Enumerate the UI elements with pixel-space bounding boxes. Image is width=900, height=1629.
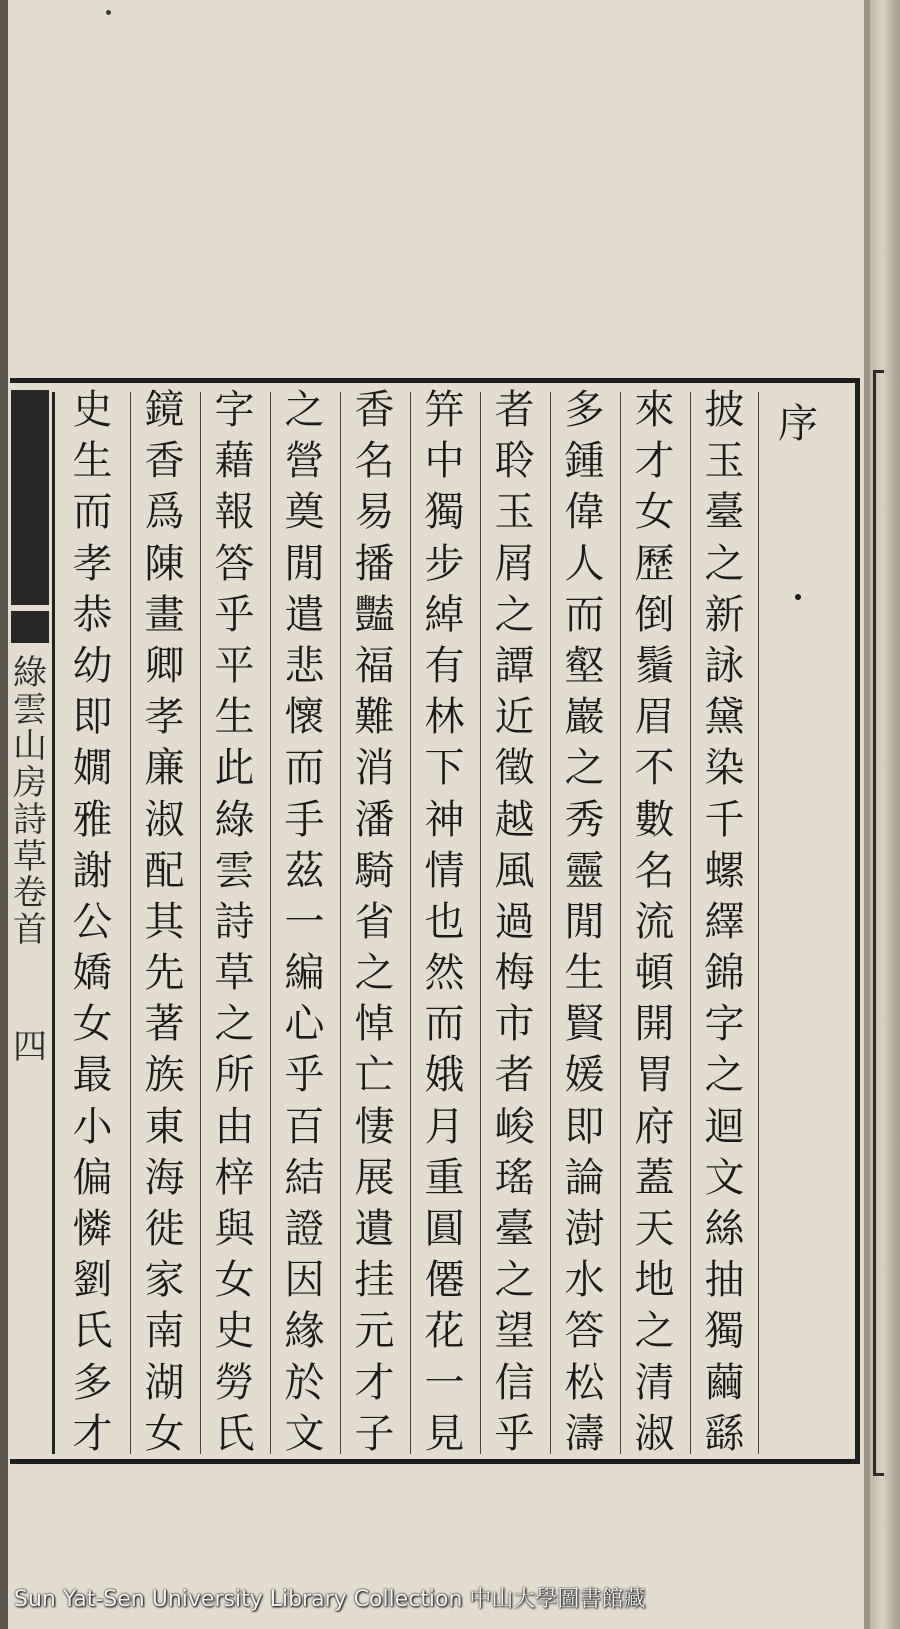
glyph: 之 xyxy=(214,1001,255,1048)
glyph: 孝 xyxy=(72,540,113,587)
glyph: 手 xyxy=(284,796,325,843)
glyph: 梅 xyxy=(494,950,535,997)
glyph: 生 xyxy=(564,950,605,997)
glyph: 信 xyxy=(494,1359,535,1406)
glyph: 與 xyxy=(214,1206,255,1252)
glyph: 多 xyxy=(564,387,605,433)
glyph: 黛 xyxy=(704,694,745,741)
text-column xyxy=(339,387,410,1457)
glyph: 因 xyxy=(284,1257,325,1304)
glyph: 詩 xyxy=(13,799,47,840)
glyph: 綽 xyxy=(424,591,465,638)
glyph: 卿 xyxy=(144,642,185,689)
glyph: 獨 xyxy=(704,1308,745,1355)
glyph: 報 xyxy=(214,489,255,536)
glyph: 生 xyxy=(72,438,113,485)
glyph: 之 xyxy=(704,1052,745,1099)
glyph: 賢 xyxy=(564,1001,605,1048)
glyph: 之 xyxy=(494,591,535,638)
glyph: 證 xyxy=(284,1206,325,1252)
punctuation-dot xyxy=(795,594,801,600)
glyph: 圓 xyxy=(424,1206,465,1252)
glyph: 秀 xyxy=(564,796,605,843)
glyph: 花 xyxy=(424,1308,465,1355)
glyph: 林 xyxy=(424,694,465,741)
glyph: 臺 xyxy=(704,489,745,536)
glyph: 詠 xyxy=(704,642,745,689)
glyph: 之 xyxy=(494,1257,535,1304)
glyph: 元 xyxy=(354,1308,395,1355)
glyph: 女 xyxy=(214,1257,255,1304)
glyph: 才 xyxy=(634,438,675,485)
glyph: 閒 xyxy=(564,898,605,945)
glyph: 卷 xyxy=(13,873,47,914)
glyph: 媛 xyxy=(564,1052,605,1099)
glyph: 答 xyxy=(214,540,255,587)
glyph: 玉 xyxy=(704,438,745,485)
glyph: 亡 xyxy=(354,1052,395,1099)
glyph: 染 xyxy=(704,745,745,792)
glyph: 遣 xyxy=(284,591,325,638)
glyph: 湖 xyxy=(144,1359,185,1406)
glyph: 謝 xyxy=(72,847,113,894)
glyph: 挂 xyxy=(354,1257,395,1304)
glyph: 東 xyxy=(144,1103,185,1150)
glyph: 繭 xyxy=(704,1359,745,1406)
glyph: 家 xyxy=(144,1257,185,1304)
glyph: 女 xyxy=(144,1410,185,1457)
fishtail-black-block xyxy=(11,611,49,643)
glyph: 澍 xyxy=(564,1206,605,1252)
glyph: 營 xyxy=(284,438,325,485)
glyph: 瑤 xyxy=(494,1154,535,1201)
next-page-frame-edge xyxy=(873,370,884,1476)
glyph: 藉 xyxy=(214,438,255,485)
glyph: 抽 xyxy=(704,1257,745,1304)
glyph: 之 xyxy=(704,540,745,587)
glyph: 香 xyxy=(354,387,395,433)
glyph: 恭 xyxy=(72,591,113,638)
glyph: 緣 xyxy=(284,1308,325,1355)
glyph: 蓋 xyxy=(634,1154,675,1201)
glyph: 頓 xyxy=(634,950,675,997)
glyph: 偏 xyxy=(72,1154,113,1201)
glyph: 所 xyxy=(214,1052,255,1099)
glyph: 由 xyxy=(214,1103,255,1150)
glyph: 此 xyxy=(214,745,255,792)
glyph: 著 xyxy=(144,1001,185,1048)
glyph: 之 xyxy=(634,1308,675,1355)
glyph: 畫 xyxy=(144,591,185,638)
glyph: 爲 xyxy=(144,489,185,536)
glyph: 梓 xyxy=(214,1154,255,1201)
collection-caption: Sun Yat-Sen University Library Collection 中山大學圖書館藏 xyxy=(14,1587,646,1612)
preface-title: 序 xyxy=(778,401,818,447)
glyph: 易 xyxy=(354,489,395,536)
glyph: 綠 xyxy=(13,653,47,693)
glyph: 之 xyxy=(564,745,605,792)
glyph: 悼 xyxy=(354,1001,395,1048)
glyph: 子 xyxy=(354,1410,395,1457)
glyph: 文 xyxy=(284,1410,325,1457)
glyph: 結 xyxy=(284,1154,325,1201)
glyph: 遺 xyxy=(354,1206,395,1252)
glyph: 生 xyxy=(214,694,255,741)
glyph: 勞 xyxy=(214,1359,255,1406)
glyph: 山 xyxy=(13,726,47,767)
glyph: 字 xyxy=(704,1001,745,1048)
glyph: 平 xyxy=(214,642,255,689)
text-column xyxy=(689,387,760,1457)
glyph: 披 xyxy=(704,387,745,433)
glyph: 徵 xyxy=(494,745,535,792)
glyph: 重 xyxy=(424,1154,465,1201)
glyph: 悽 xyxy=(354,1103,395,1150)
glyph: 廉 xyxy=(144,745,185,792)
glyph: 氏 xyxy=(72,1308,113,1355)
glyph: 之 xyxy=(354,950,395,997)
glyph: 編 xyxy=(284,950,325,997)
glyph: 者 xyxy=(494,1052,535,1099)
glyph: 水 xyxy=(564,1257,605,1304)
glyph: 臺 xyxy=(494,1206,535,1252)
glyph: 百 xyxy=(284,1103,325,1150)
glyph: 先 xyxy=(144,950,185,997)
glyph: 嫺 xyxy=(72,745,113,792)
glyph: 笄 xyxy=(424,387,465,433)
banxin xyxy=(10,390,50,1454)
fishtail-black-block xyxy=(11,390,49,605)
glyph: 迴 xyxy=(704,1103,745,1150)
glyph: 省 xyxy=(354,898,395,945)
text-column xyxy=(619,387,690,1457)
banxin-rule xyxy=(52,392,55,1454)
glyph: 消 xyxy=(354,745,395,792)
glyph: 下 xyxy=(424,745,465,792)
glyph: 氏 xyxy=(214,1410,255,1457)
glyph: 答 xyxy=(564,1308,605,1355)
glyph: 不 xyxy=(634,745,675,792)
glyph: 乎 xyxy=(494,1410,535,1457)
glyph: 而 xyxy=(72,489,113,536)
text-column xyxy=(129,387,200,1457)
glyph: 鏡 xyxy=(144,387,185,433)
glyph: 天 xyxy=(634,1206,675,1252)
glyph: 族 xyxy=(144,1052,185,1099)
glyph: 史 xyxy=(72,387,113,433)
glyph: 清 xyxy=(634,1359,675,1406)
glyph: 情 xyxy=(424,847,465,894)
ink-speck xyxy=(106,10,111,15)
preface-title-column xyxy=(766,392,830,1454)
glyph: 望 xyxy=(494,1308,535,1355)
glyph: 史 xyxy=(214,1308,255,1355)
glyph: 數 xyxy=(634,796,675,843)
glyph: 巖 xyxy=(564,694,605,741)
glyph: 錦 xyxy=(704,950,745,997)
text-column xyxy=(199,387,270,1457)
glyph: 草 xyxy=(214,950,255,997)
glyph: 繇 xyxy=(704,1410,745,1457)
glyph: 獨 xyxy=(424,489,465,536)
glyph: 潘 xyxy=(354,796,395,843)
glyph: 論 xyxy=(564,1154,605,1201)
glyph: 新 xyxy=(704,591,745,638)
glyph: 鍾 xyxy=(564,438,605,485)
glyph: 市 xyxy=(494,1001,535,1048)
glyph: 乎 xyxy=(214,591,255,638)
banxin-title xyxy=(13,655,47,949)
glyph: 懷 xyxy=(284,694,325,741)
glyph: 有 xyxy=(424,642,465,689)
glyph: 越 xyxy=(494,796,535,843)
glyph: 乎 xyxy=(284,1052,325,1099)
glyph: 豔 xyxy=(354,591,395,638)
glyph: 幼 xyxy=(72,642,113,689)
glyph: 房 xyxy=(13,763,47,804)
glyph: 展 xyxy=(354,1154,395,1201)
glyph: 南 xyxy=(144,1308,185,1355)
glyph: 一 xyxy=(424,1359,465,1406)
glyph: 閒 xyxy=(284,540,325,587)
glyph: 靈 xyxy=(564,847,605,894)
glyph: 海 xyxy=(144,1154,185,1201)
glyph: 偉 xyxy=(564,489,605,536)
glyph: 玉 xyxy=(494,489,535,536)
glyph: 風 xyxy=(494,847,535,894)
text-column xyxy=(409,387,480,1457)
glyph: 騎 xyxy=(354,847,395,894)
glyph: 見 xyxy=(424,1410,465,1457)
glyph: 綠 xyxy=(214,796,255,843)
glyph: 孝 xyxy=(144,694,185,741)
glyph: 神 xyxy=(424,796,465,843)
glyph: 者 xyxy=(494,387,535,433)
glyph: 松 xyxy=(564,1359,605,1406)
glyph: 多 xyxy=(72,1359,113,1406)
glyph: 而 xyxy=(424,1001,465,1048)
glyph: 文 xyxy=(704,1154,745,1201)
glyph: 最 xyxy=(72,1052,113,1099)
glyph: 娥 xyxy=(424,1052,465,1099)
glyph: 而 xyxy=(564,591,605,638)
glyph: 譚 xyxy=(494,642,535,689)
glyph: 流 xyxy=(634,898,675,945)
glyph: 月 xyxy=(424,1103,465,1150)
glyph: 壑 xyxy=(564,642,605,689)
glyph: 中 xyxy=(424,438,465,485)
glyph: 即 xyxy=(564,1103,605,1150)
glyph: 公 xyxy=(72,898,113,945)
glyph: 詩 xyxy=(214,898,255,945)
glyph: 僊 xyxy=(424,1257,465,1304)
glyph: 才 xyxy=(354,1359,395,1406)
glyph: 胃 xyxy=(634,1052,675,1099)
glyph: 而 xyxy=(284,745,325,792)
glyph: 雅 xyxy=(72,796,113,843)
glyph: 眉 xyxy=(634,694,675,741)
glyph: 屑 xyxy=(494,540,535,587)
glyph: 淑 xyxy=(634,1410,675,1457)
banxin-page-number: 四 xyxy=(13,1026,47,1067)
glyph: 然 xyxy=(424,950,465,997)
glyph: 濤 xyxy=(564,1410,605,1457)
glyph: 才 xyxy=(72,1410,113,1457)
glyph: 小 xyxy=(72,1103,113,1150)
text-column xyxy=(479,387,550,1457)
glyph: 之 xyxy=(284,387,325,433)
glyph: 奠 xyxy=(284,489,325,536)
glyph: 茲 xyxy=(284,847,325,894)
glyph: 也 xyxy=(424,898,465,945)
glyph: 過 xyxy=(494,898,535,945)
glyph: 其 xyxy=(144,898,185,945)
glyph: 近 xyxy=(494,694,535,741)
glyph: 女 xyxy=(72,1001,113,1048)
glyph: 人 xyxy=(564,540,605,587)
glyph: 名 xyxy=(354,438,395,485)
glyph: 徙 xyxy=(144,1206,185,1252)
text-column xyxy=(57,387,128,1457)
glyph: 淑 xyxy=(144,796,185,843)
glyph: 千 xyxy=(704,796,745,843)
glyph: 絲 xyxy=(704,1206,745,1252)
glyph: 螺 xyxy=(704,847,745,894)
glyph: 聆 xyxy=(494,438,535,485)
glyph: 名 xyxy=(634,847,675,894)
glyph: 來 xyxy=(634,387,675,433)
text-column xyxy=(269,387,340,1457)
glyph: 播 xyxy=(354,540,395,587)
glyph: 難 xyxy=(354,694,395,741)
glyph: 劉 xyxy=(72,1257,113,1304)
glyph: 繹 xyxy=(704,898,745,945)
glyph: 於 xyxy=(284,1359,325,1406)
glyph: 草 xyxy=(13,836,47,877)
glyph: 憐 xyxy=(72,1206,113,1252)
glyph: 陳 xyxy=(144,540,185,587)
glyph: 女 xyxy=(634,489,675,536)
glyph: 峻 xyxy=(494,1103,535,1150)
glyph: 府 xyxy=(634,1103,675,1150)
glyph: 香 xyxy=(144,438,185,485)
glyph: 鬚 xyxy=(634,642,675,689)
glyph: 嬌 xyxy=(72,950,113,997)
glyph: 一 xyxy=(284,898,325,945)
glyph: 雲 xyxy=(214,847,255,894)
glyph: 開 xyxy=(634,1001,675,1048)
glyph: 即 xyxy=(72,694,113,741)
glyph: 福 xyxy=(354,642,395,689)
glyph: 悲 xyxy=(284,642,325,689)
glyph: 步 xyxy=(424,540,465,587)
glyph: 首 xyxy=(13,910,47,951)
glyph: 字 xyxy=(214,387,255,433)
glyph: 歷 xyxy=(634,540,675,587)
glyph: 配 xyxy=(144,847,185,894)
glyph: 地 xyxy=(634,1257,675,1304)
text-column xyxy=(549,387,620,1457)
glyph: 倒 xyxy=(634,591,675,638)
glyph: 心 xyxy=(284,1001,325,1048)
glyph: 雲 xyxy=(13,689,47,730)
